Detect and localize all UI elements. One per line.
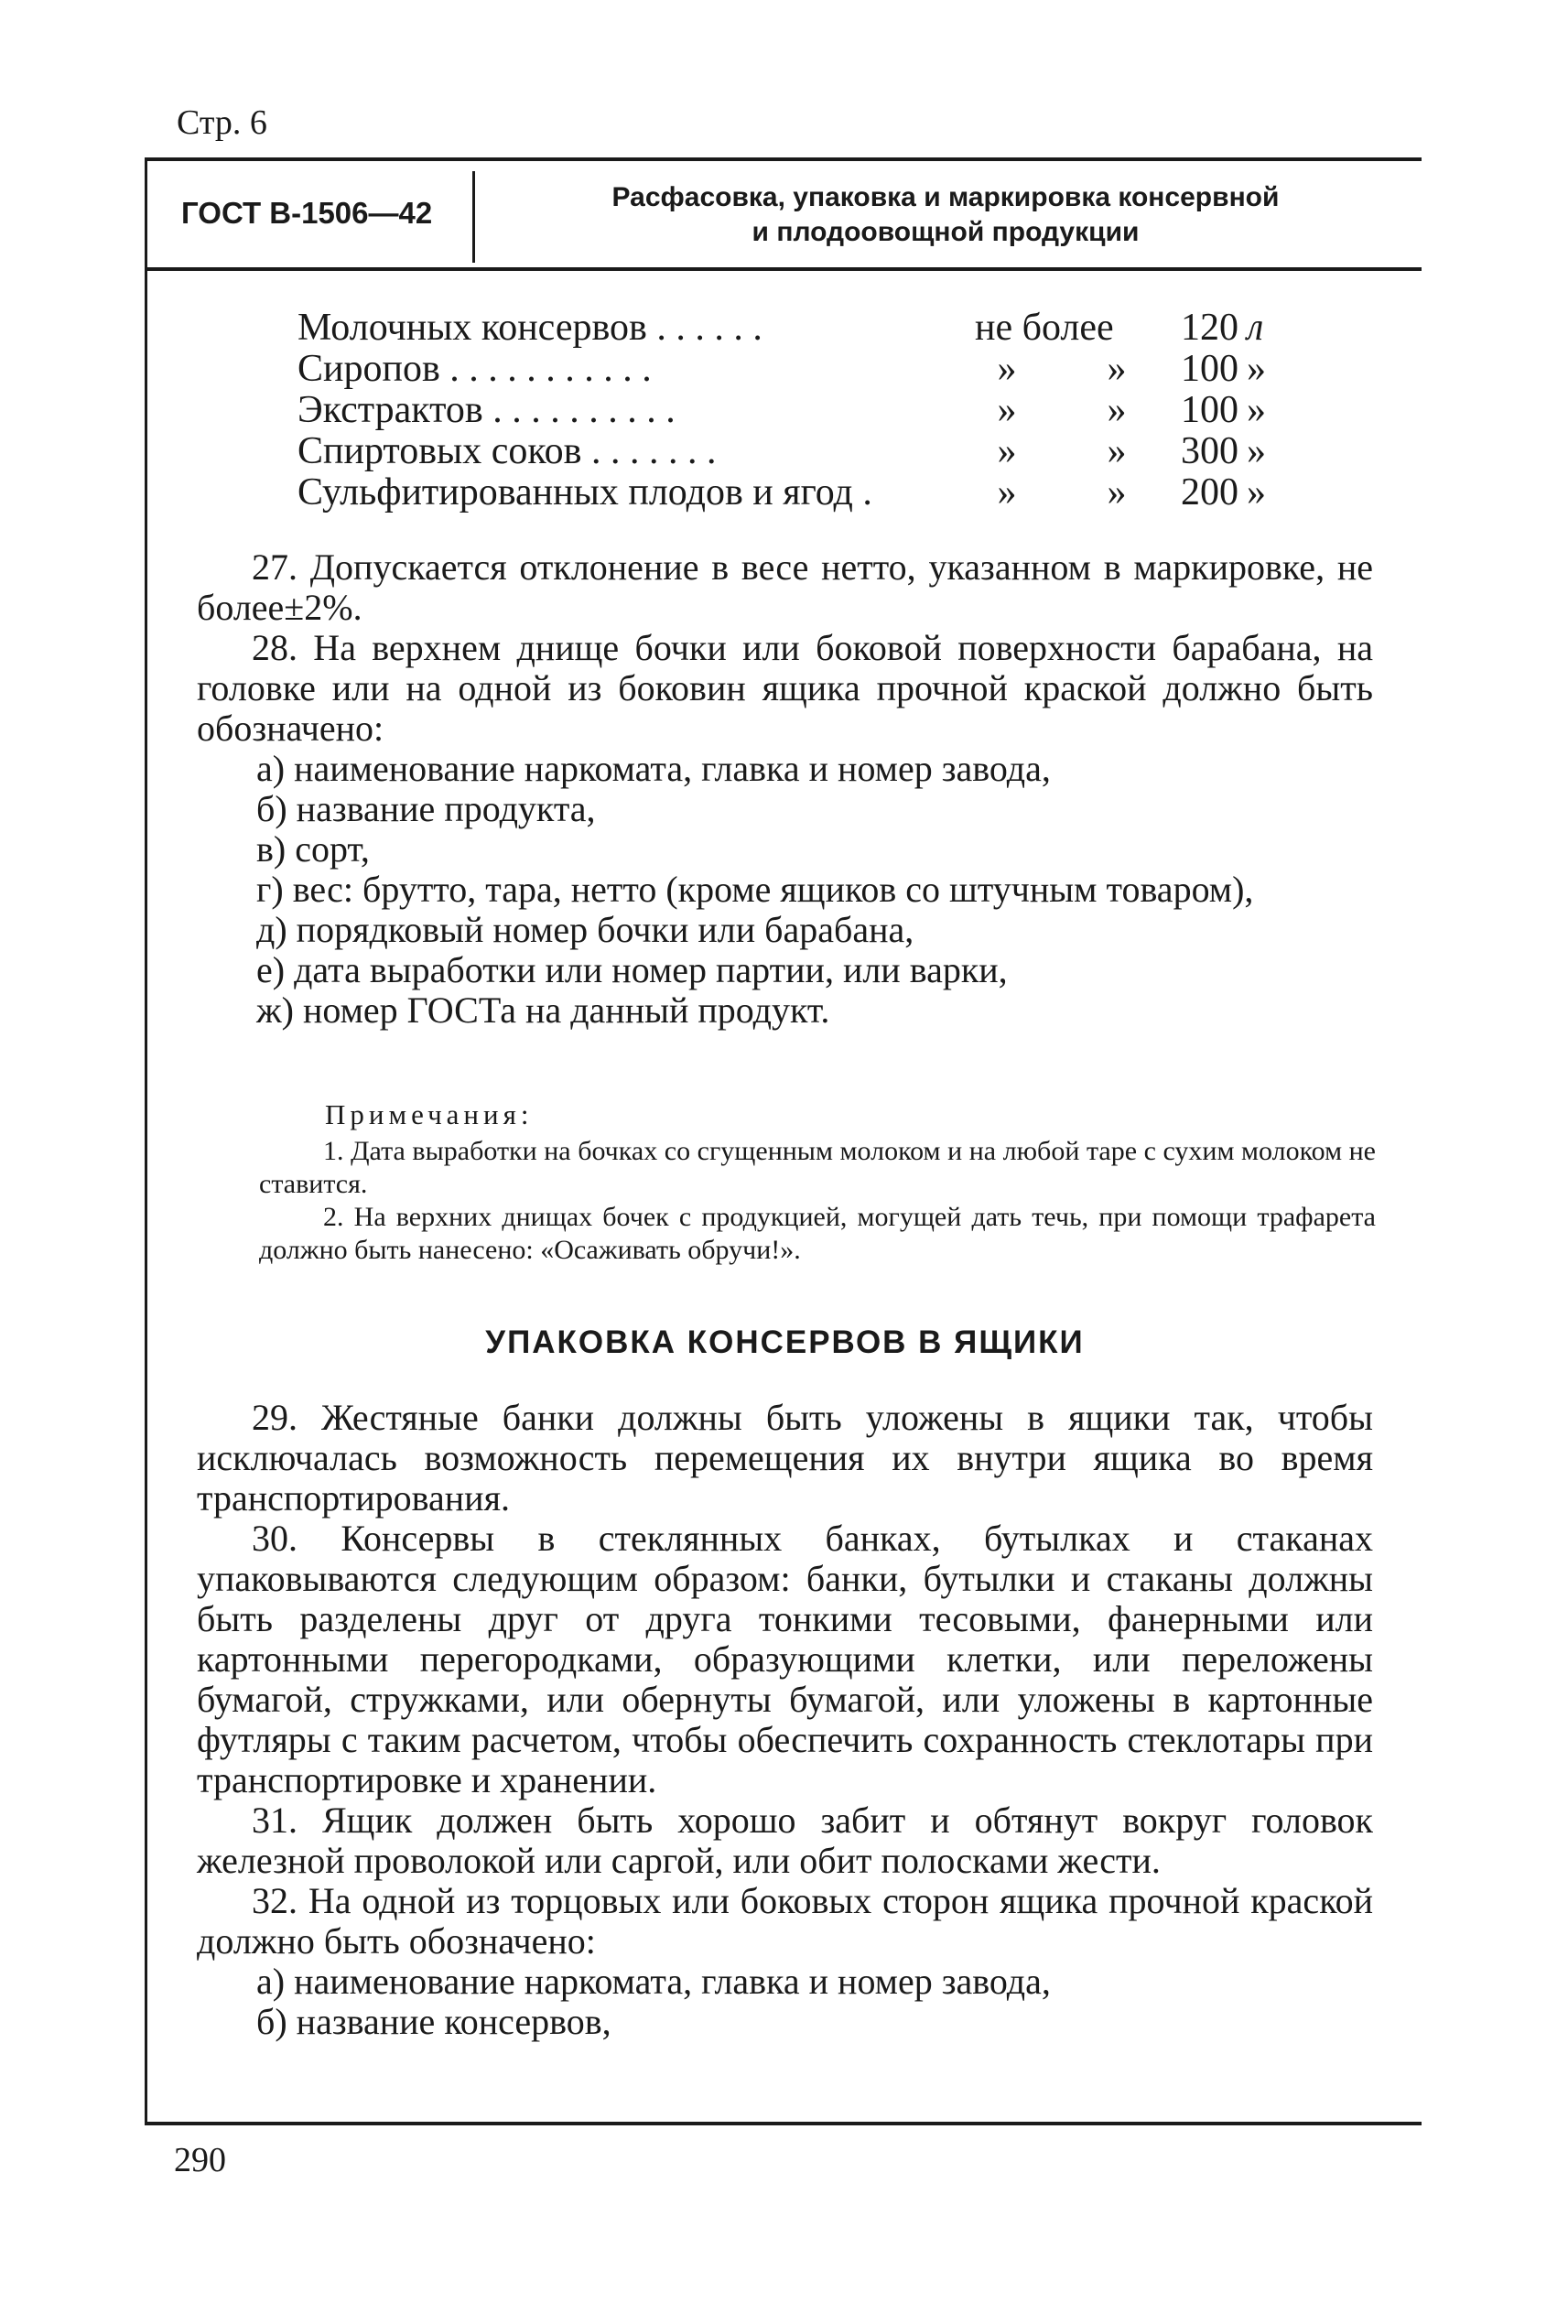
volume-row-ditto: » bbox=[997, 430, 1017, 472]
section-body-text bbox=[197, 1398, 1373, 2042]
volume-row-unit: » bbox=[1247, 471, 1266, 513]
volume-row-qualifier: не более bbox=[975, 307, 1114, 349]
volume-row-name: Молочных консервов . . . . . . bbox=[297, 307, 762, 349]
volume-row-unit: » bbox=[1247, 348, 1266, 390]
header-divider bbox=[472, 171, 475, 263]
volume-row bbox=[297, 349, 1286, 390]
notes-title: Примечания: bbox=[325, 1098, 534, 1130]
volume-row-name: Сиропов . . . . . . . . . . . bbox=[297, 348, 652, 390]
document-header bbox=[145, 160, 1422, 265]
paragraph-29: 29. Жестяные банки должны быть уложены в ящики так, чтобы исключалась возможность перемещения их внутри ящика во время транспортирования. bbox=[197, 1397, 1373, 1519]
header-title-line-1: Расфасовка, упаковка и маркировка консервной bbox=[611, 182, 1280, 212]
volume-row-unit: » bbox=[1247, 430, 1266, 472]
list-item: а) наименование наркомата, главка и номер завода, bbox=[256, 1961, 1051, 2002]
volume-row-ditto: » bbox=[997, 471, 1017, 513]
list-item: г) вес: брутто, тара, нетто (кроме ящиков со штучным товаром), bbox=[256, 869, 1254, 910]
volume-row bbox=[297, 472, 1286, 513]
gost-code: ГОСТ В-1506—42 bbox=[181, 195, 433, 230]
main-body-text bbox=[197, 547, 1373, 1031]
header-title bbox=[483, 180, 1408, 250]
volume-row-unit: л bbox=[1247, 307, 1264, 349]
page-label: Стр. 6 bbox=[177, 103, 267, 142]
volume-row-ditto: » bbox=[1107, 430, 1127, 472]
page-number: 290 bbox=[174, 2141, 226, 2179]
volume-row-value: 120 bbox=[1181, 307, 1238, 349]
header-bottom-rule bbox=[145, 267, 1422, 271]
volume-row-unit: » bbox=[1247, 389, 1266, 431]
volume-row-value: 200 bbox=[1181, 471, 1238, 513]
volume-row-name: Экстрактов . . . . . . . . . . bbox=[297, 389, 676, 431]
note-1: 1. Дата выработки на бочках со сгущенным молоком и на любой таре с сухим молоком не ставится. bbox=[259, 1136, 1376, 1199]
volume-row-ditto: » bbox=[1107, 471, 1127, 513]
volume-row bbox=[297, 308, 1286, 349]
paragraph-30: 30. Консервы в стеклянных банках, бутылках и стаканах упаковываются следующим образом: банки, бутылки и стаканы должны быть разделены друг от друга тонкими тесовыми, фанерными или картонными перегородками, образующими клетки, или переложены бумагой, стружками, или обернуты бумагой, или уложены в картонные футляры с таким расчетом, чтобы обеспечить сохранность стеклотары при транспортировке и хранении. bbox=[197, 1518, 1373, 1800]
list-item: б) название продукта, bbox=[256, 788, 596, 829]
volume-row-value: 100 bbox=[1181, 348, 1238, 390]
list-item: ж) номер ГОСТа на данный продукт. bbox=[256, 989, 830, 1031]
volume-row bbox=[297, 431, 1286, 472]
volume-row-ditto: » bbox=[997, 348, 1017, 390]
paragraph-28: 28. На верхнем днище бочки или боковой поверхности барабана, на головке или на одной из боковин ящика прочной краской должно быть обозначено: bbox=[197, 627, 1373, 749]
list-item: а) наименование наркомата, главка и номер завода, bbox=[256, 748, 1051, 789]
volume-row-value: 100 bbox=[1181, 389, 1238, 431]
list-item: в) сорт, bbox=[256, 828, 370, 870]
paragraph-27: 27. Допускается отклонение в весе нетто, указанном в маркировке, не более±2%. bbox=[197, 546, 1373, 628]
section-heading: УПАКОВКА КОНСЕРВОВ В ЯЩИКИ bbox=[485, 1324, 1085, 1360]
footer-rule bbox=[145, 2122, 1422, 2125]
volume-row-name: Сульфитированных плодов и ягод . bbox=[297, 471, 872, 513]
volume-row-value: 300 bbox=[1181, 430, 1238, 472]
left-border-rule bbox=[145, 157, 147, 2125]
paragraph-31: 31. Ящик должен быть хорошо забит и обтянут вокруг головок железной проволокой или саргой, или обит полосками жести. bbox=[197, 1800, 1373, 1881]
list-item: д) порядковый номер бочки или барабана, bbox=[256, 909, 914, 950]
list-item: е) дата выработки или номер партии, или варки, bbox=[256, 949, 1008, 990]
volume-table bbox=[297, 308, 1286, 513]
volume-row-ditto: » bbox=[997, 389, 1017, 431]
volume-row-name: Спиртовых соков . . . . . . . bbox=[297, 430, 717, 472]
paragraph-32: 32. На одной из торцовых или боковых сторон ящика прочной краской должно быть обозначено: bbox=[197, 1880, 1373, 1962]
notes bbox=[259, 1135, 1376, 1267]
note-2: 2. На верхних днищах бочек с продукцией, могущей дать течь, при помощи трафарета должно быть нанесено: «Осаживать обручи!». bbox=[259, 1202, 1376, 1265]
header-title-line-2: и плодоовощной продукции bbox=[752, 217, 1140, 247]
volume-row bbox=[297, 390, 1286, 431]
volume-row-ditto: » bbox=[1107, 348, 1127, 390]
volume-row-ditto: » bbox=[1107, 389, 1127, 431]
list-item: б) название консервов, bbox=[256, 2001, 611, 2042]
